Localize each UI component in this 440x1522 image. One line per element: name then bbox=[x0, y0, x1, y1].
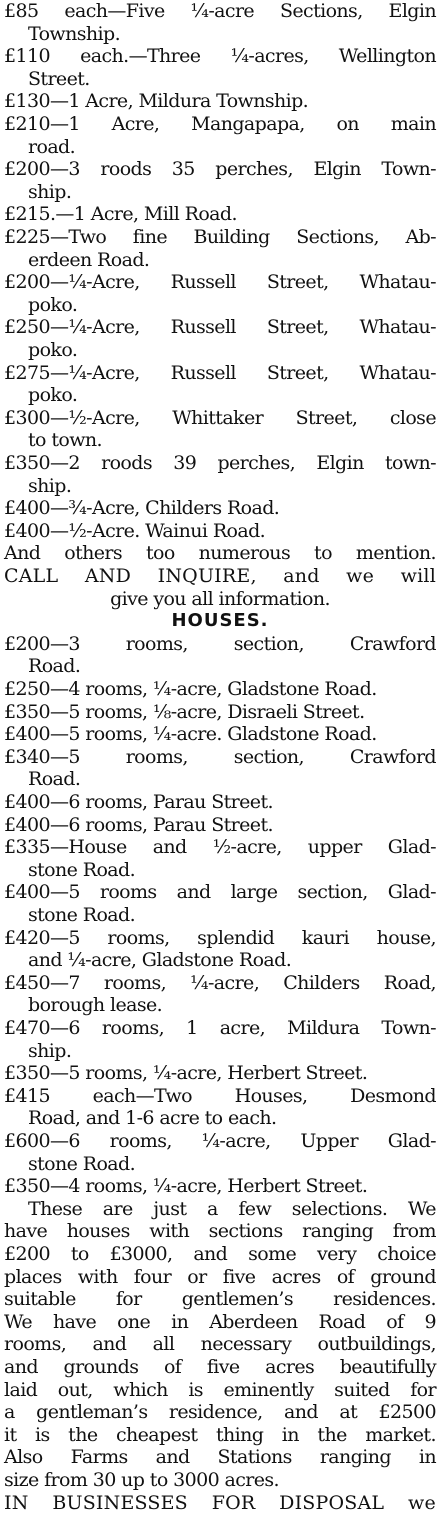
text-line: it is the cheapest thing in the market. bbox=[4, 1423, 436, 1446]
text-line: erdeen Road. bbox=[28, 248, 150, 271]
text-line: poko. bbox=[28, 293, 78, 316]
text-line: £600—6 rooms, ¼-acre, Upper Glad- bbox=[4, 1130, 436, 1152]
text-line: have houses with sections ranging from bbox=[4, 1220, 436, 1243]
text-line: £400—5 rooms, ¼-acre. Gladstone Road. bbox=[4, 723, 377, 746]
text-line: £350—4 rooms, ¼-acre, Herbert Street. bbox=[4, 1175, 368, 1198]
text-line: £415 each—Two Houses, Desmond bbox=[4, 1084, 436, 1107]
text-line: Road. bbox=[28, 655, 81, 678]
text-line: £335—House and ½-acre, upper Glad- bbox=[4, 836, 436, 859]
text-line: £400—6 rooms, Parau Street. bbox=[4, 791, 273, 813]
text-line: Township. bbox=[28, 22, 121, 45]
text-line: ship. bbox=[28, 474, 72, 497]
text-line: places with four or five acres of ground bbox=[4, 1265, 436, 1288]
text-line: £110 each.—Three ¼-acres, Wellington bbox=[4, 45, 436, 68]
text-line: £215.—1 Acre, Mill Road. bbox=[4, 203, 237, 226]
text-line: £350—2 roods 39 perches, Elgin town- bbox=[4, 452, 436, 474]
text-line: £225—Two fine Building Sections, Ab- bbox=[4, 226, 436, 248]
text-line: IN BUSINESSES FOR DISPOSAL we bbox=[4, 1491, 436, 1514]
text-line: to town. bbox=[28, 429, 102, 452]
text-line: ship. bbox=[28, 180, 72, 203]
text-line: and grounds of five acres beautifully bbox=[4, 1356, 436, 1378]
text-line: £400—5 rooms and large section, Glad- bbox=[4, 881, 436, 904]
text-line: These are just a few selections. We bbox=[28, 1197, 436, 1220]
text-line: £400—¾-Acre, Childers Road. bbox=[4, 497, 280, 520]
text-line: HOUSES. bbox=[171, 610, 269, 632]
text-line: £450—7 rooms, ¼-acre, Childers Road, bbox=[4, 971, 436, 994]
text-line: Also Farms and Stations ranging in bbox=[4, 1446, 436, 1469]
text-line: £250—¼-Acre, Russell Street, Whatau- bbox=[4, 316, 436, 339]
text-line: £350—5 rooms, ⅛-acre, Disraeli Street. bbox=[4, 700, 365, 723]
text-line: rooms, and all necessary outbuildings, bbox=[4, 1333, 436, 1356]
text-line: poko. bbox=[28, 339, 78, 361]
text-line: give you all information. bbox=[110, 587, 330, 610]
text-line: stone Road. bbox=[28, 858, 136, 881]
text-line: poko. bbox=[28, 384, 78, 407]
text-line: stone Road. bbox=[28, 1152, 136, 1175]
text-line: road. bbox=[28, 135, 76, 158]
text-line: stone Road. bbox=[28, 904, 136, 926]
text-line: £200—3 roods 35 perches, Elgin Town- bbox=[4, 158, 436, 181]
text-line: £275—¼-Acre, Russell Street, Whatau- bbox=[4, 361, 436, 384]
text-line: £200 to £3000, and some very choice bbox=[4, 1243, 436, 1265]
text-line: £470—6 rooms, 1 acre, Mildura Town- bbox=[4, 1017, 436, 1039]
text-line: borough lease. bbox=[28, 994, 163, 1017]
text-line: £250—4 rooms, ¼-acre, Gladstone Road. bbox=[4, 678, 377, 700]
text-line: And others too numerous to mention. bbox=[4, 542, 436, 565]
text-line: CALL AND INQUIRE, and we will bbox=[4, 565, 436, 587]
text-line: Street. bbox=[28, 67, 90, 90]
text-line: size from 30 up to 3000 acres. bbox=[4, 1469, 279, 1491]
text-line: £85 each—Five ¼-acre Sections, Elgin bbox=[4, 0, 436, 22]
text-line: suitable for gentlemen’s residences. bbox=[4, 1288, 436, 1311]
text-line: Road. bbox=[28, 768, 81, 791]
text-line: £210—1 Acre, Mangapapa, on main bbox=[4, 113, 436, 135]
text-line: £350—5 rooms, ¼-acre, Herbert Street. bbox=[4, 1062, 368, 1085]
text-line: £340—5 rooms, section, Crawford bbox=[4, 745, 436, 768]
text-line: £130—1 Acre, Mildura Township. bbox=[4, 90, 309, 113]
text-line: £200—3 rooms, section, Crawford bbox=[4, 632, 436, 655]
text-line: laid out, which is eminently suited for bbox=[4, 1378, 436, 1401]
text-line: We have one in Aberdeen Road of 9 bbox=[4, 1310, 436, 1333]
text-line: £200—¼-Acre, Russell Street, Whatau- bbox=[4, 271, 436, 294]
text-line: £400—½-Acre. Wainui Road. bbox=[4, 519, 266, 542]
text-line: £400—6 rooms, Parau Street. bbox=[4, 813, 273, 836]
text-line: £420—5 rooms, splendid kauri house, bbox=[4, 926, 436, 949]
text-line: and ¼-acre, Gladstone Road. bbox=[28, 949, 292, 972]
text-line: ship. bbox=[28, 1039, 72, 1062]
text-line: a gentleman’s residence, and at £2500 bbox=[4, 1401, 436, 1424]
text-line: Road, and 1-6 acre to each. bbox=[28, 1107, 277, 1130]
text-line: £300—½-Acre, Whittaker Street, close bbox=[4, 406, 436, 429]
